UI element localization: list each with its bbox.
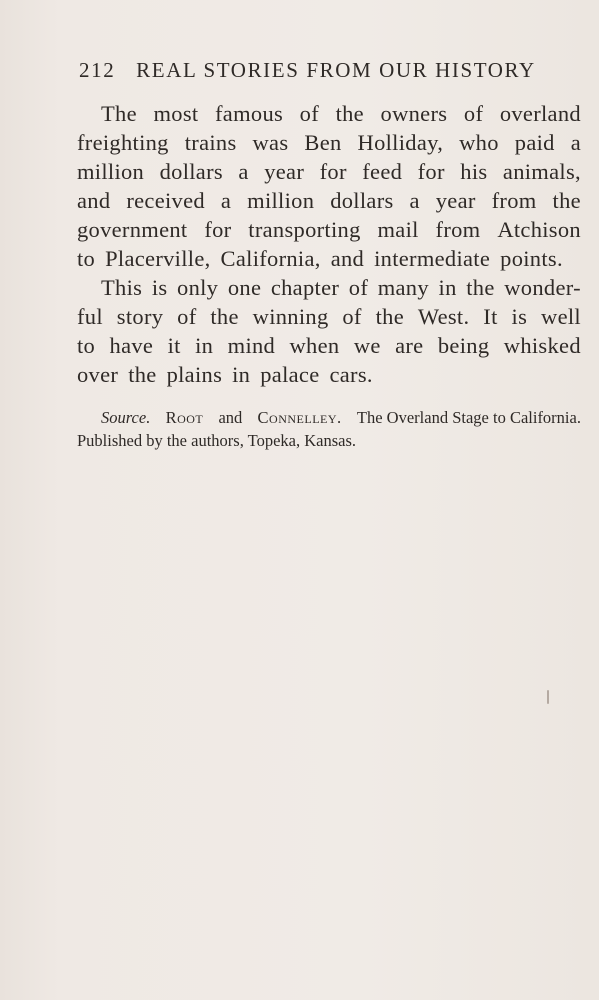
word: when [289, 333, 340, 358]
source-line-2 [77, 429, 581, 452]
word: being [437, 333, 490, 358]
word: overland [499, 101, 581, 126]
word: Atchison [497, 217, 581, 242]
word: mind [227, 333, 276, 358]
word: the [335, 101, 364, 126]
word: many [377, 275, 429, 300]
word: dollars [159, 159, 223, 184]
text-line [77, 157, 581, 186]
word: animals, [502, 159, 581, 184]
word: for [417, 159, 445, 184]
word: West. [417, 304, 470, 329]
running-title: REAL STORIES FROM OUR HISTORY [136, 58, 536, 82]
word: was [252, 130, 289, 155]
word: from [435, 217, 481, 242]
word: to [77, 246, 96, 271]
word: the [552, 188, 581, 213]
word: a [570, 130, 581, 155]
word: million [247, 188, 315, 213]
word: trains [184, 130, 237, 155]
word: received [126, 188, 205, 213]
source-connector: and [218, 408, 243, 427]
word: over [77, 362, 119, 387]
word: government [77, 217, 188, 242]
word: year [264, 159, 305, 184]
word: of [463, 101, 484, 126]
word: for [204, 217, 232, 242]
source-author-1: Root [165, 408, 204, 427]
word: palace [260, 362, 320, 387]
word: famous [215, 101, 284, 126]
word: of [299, 101, 319, 126]
word: mail [377, 217, 419, 242]
word: in [438, 275, 457, 300]
word: cars. [329, 362, 373, 387]
page-mark [547, 690, 549, 704]
word: we [353, 333, 381, 358]
word: plains [166, 362, 223, 387]
word: and [330, 246, 365, 271]
word: most [153, 101, 199, 126]
word: from [491, 188, 537, 213]
word: in [232, 362, 251, 387]
word: only [177, 275, 219, 300]
word: Holliday, [357, 130, 444, 155]
word: the [128, 362, 157, 387]
running-head [79, 58, 549, 86]
word: freighting [77, 130, 169, 155]
word: paid [514, 130, 555, 155]
word: a [220, 188, 232, 213]
word: to [77, 333, 96, 358]
source-label: Source. [101, 408, 151, 427]
text-line [77, 273, 581, 302]
word: California, [220, 246, 321, 271]
word: it [167, 333, 181, 358]
word: for [319, 159, 347, 184]
word: chapter [270, 275, 340, 300]
word: of [342, 304, 362, 329]
text-line [77, 215, 581, 244]
word: the [210, 304, 239, 329]
text-line [77, 99, 581, 128]
word: This [101, 275, 143, 300]
word: It [483, 304, 498, 329]
text-line [77, 244, 581, 273]
word: a [409, 188, 420, 213]
word: the [466, 275, 495, 300]
word: of [348, 275, 369, 300]
text-line [77, 186, 581, 215]
text-line [77, 331, 581, 360]
body-text [77, 99, 581, 389]
text-line [77, 360, 581, 389]
word: is [511, 304, 528, 329]
word: The [101, 101, 137, 126]
source-publisher: Published by the authors, Topeka, Kansas. [77, 431, 357, 450]
word: intermediate [374, 246, 491, 271]
word: whisked [503, 333, 581, 358]
word: points. [500, 246, 563, 271]
page-number: 212 [79, 58, 116, 82]
word: well [541, 304, 581, 329]
word: are [395, 333, 424, 358]
word: year [435, 188, 476, 213]
word: his [460, 159, 488, 184]
word: in [195, 333, 214, 358]
word: transporting [248, 217, 361, 242]
word: feed [362, 159, 403, 184]
word: dollars [330, 188, 394, 213]
word: ful [77, 304, 103, 329]
word: million [77, 159, 145, 184]
word: of [177, 304, 197, 329]
word: who [459, 130, 499, 155]
word: a [238, 159, 249, 184]
text-line [77, 128, 581, 157]
text-line [77, 302, 581, 331]
source-author-2: Connelley. [257, 408, 342, 427]
word: Ben [304, 130, 342, 155]
word: is [151, 275, 168, 300]
word: one [227, 275, 262, 300]
word: wonder- [504, 275, 581, 300]
word: the [375, 304, 404, 329]
word: owners [380, 101, 448, 126]
source-citation [77, 406, 581, 452]
word: story [116, 304, 164, 329]
source-line-1 [77, 406, 581, 429]
word: have [109, 333, 154, 358]
source-title: The Overland Stage to California. [356, 408, 581, 427]
word: and [77, 188, 111, 213]
word: winning [252, 304, 329, 329]
word: Placerville, [105, 246, 211, 271]
